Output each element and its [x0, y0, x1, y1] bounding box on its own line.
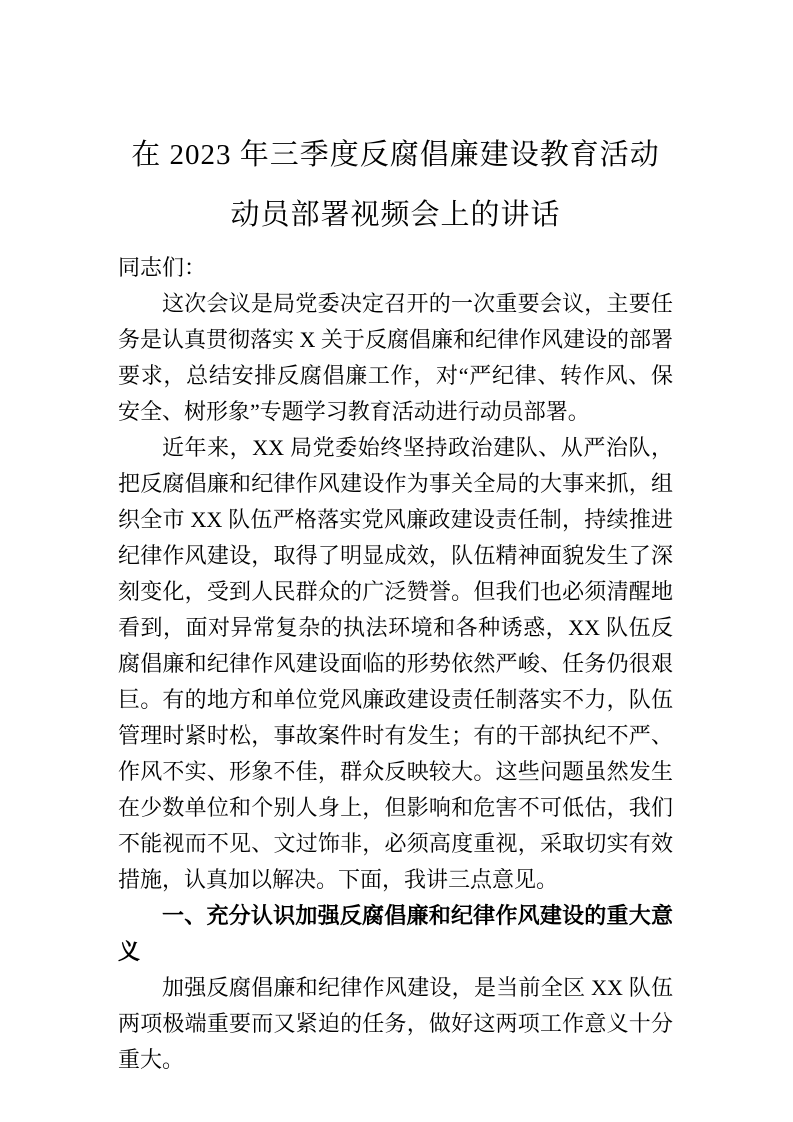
paragraph-significance: 加强反腐倡廉和纪律作风建设，是当前全区 XX 队伍两项极端重要而又紧迫的任务，做好这两项工作意义十分重大。 [118, 975, 673, 1072]
paragraph-intro: 这次会议是局党委决定召开的一次重要会议，主要任务是认真贯彻落实 X 关于反腐倡廉和纪律作风建设的部署要求，总结安排反腐倡廉工作，对“严纪律、转作风、保安全、树形象”专题学习教育活动进行动员部署。 [118, 291, 673, 424]
section-heading-1: 一、充分认识加强反腐倡廉和纪律作风建设的重大意义 [118, 903, 673, 964]
paragraph-situation: 近年来，XX 局党委始终坚持政治建队、从严治队，把反腐倡廉和纪律作风建设作为事关全局的大事来抓，组织全市 XX 队伍严格落实党风廉政建设责任制，持续推进纪律作风建设，取得了明显成效，队伍精神面貌发生了深刻变化，受到人民群众的广泛赞誉。但我们也必须清醒地看到，面对异常复杂的执法环境和各种诱惑，XX 队伍反腐倡廉和纪律作风建设面临的形势依然严峻、任务仍很艰巨。有的地方和单位党风廉政建设责任制落实不力，队伍管理时紧时松，事故案件时有发生；有的干部执纪不严、作风不实、形象不佳，群众反映较大。这些问题虽然发生在少数单位和个别人身上，但影响和危害不可低估，我们不能视而不见、文过饰非，必须高度重视，采取切实有效措施，认真加以解决。下面，我讲三点意见。 [118, 435, 673, 892]
document-body [118, 250, 673, 1078]
document-title: 在 2023 年三季度反腐倡廉建设教育活动动员部署视频会上的讲话 [131, 139, 660, 231]
salutation: 同志们： [118, 255, 207, 280]
